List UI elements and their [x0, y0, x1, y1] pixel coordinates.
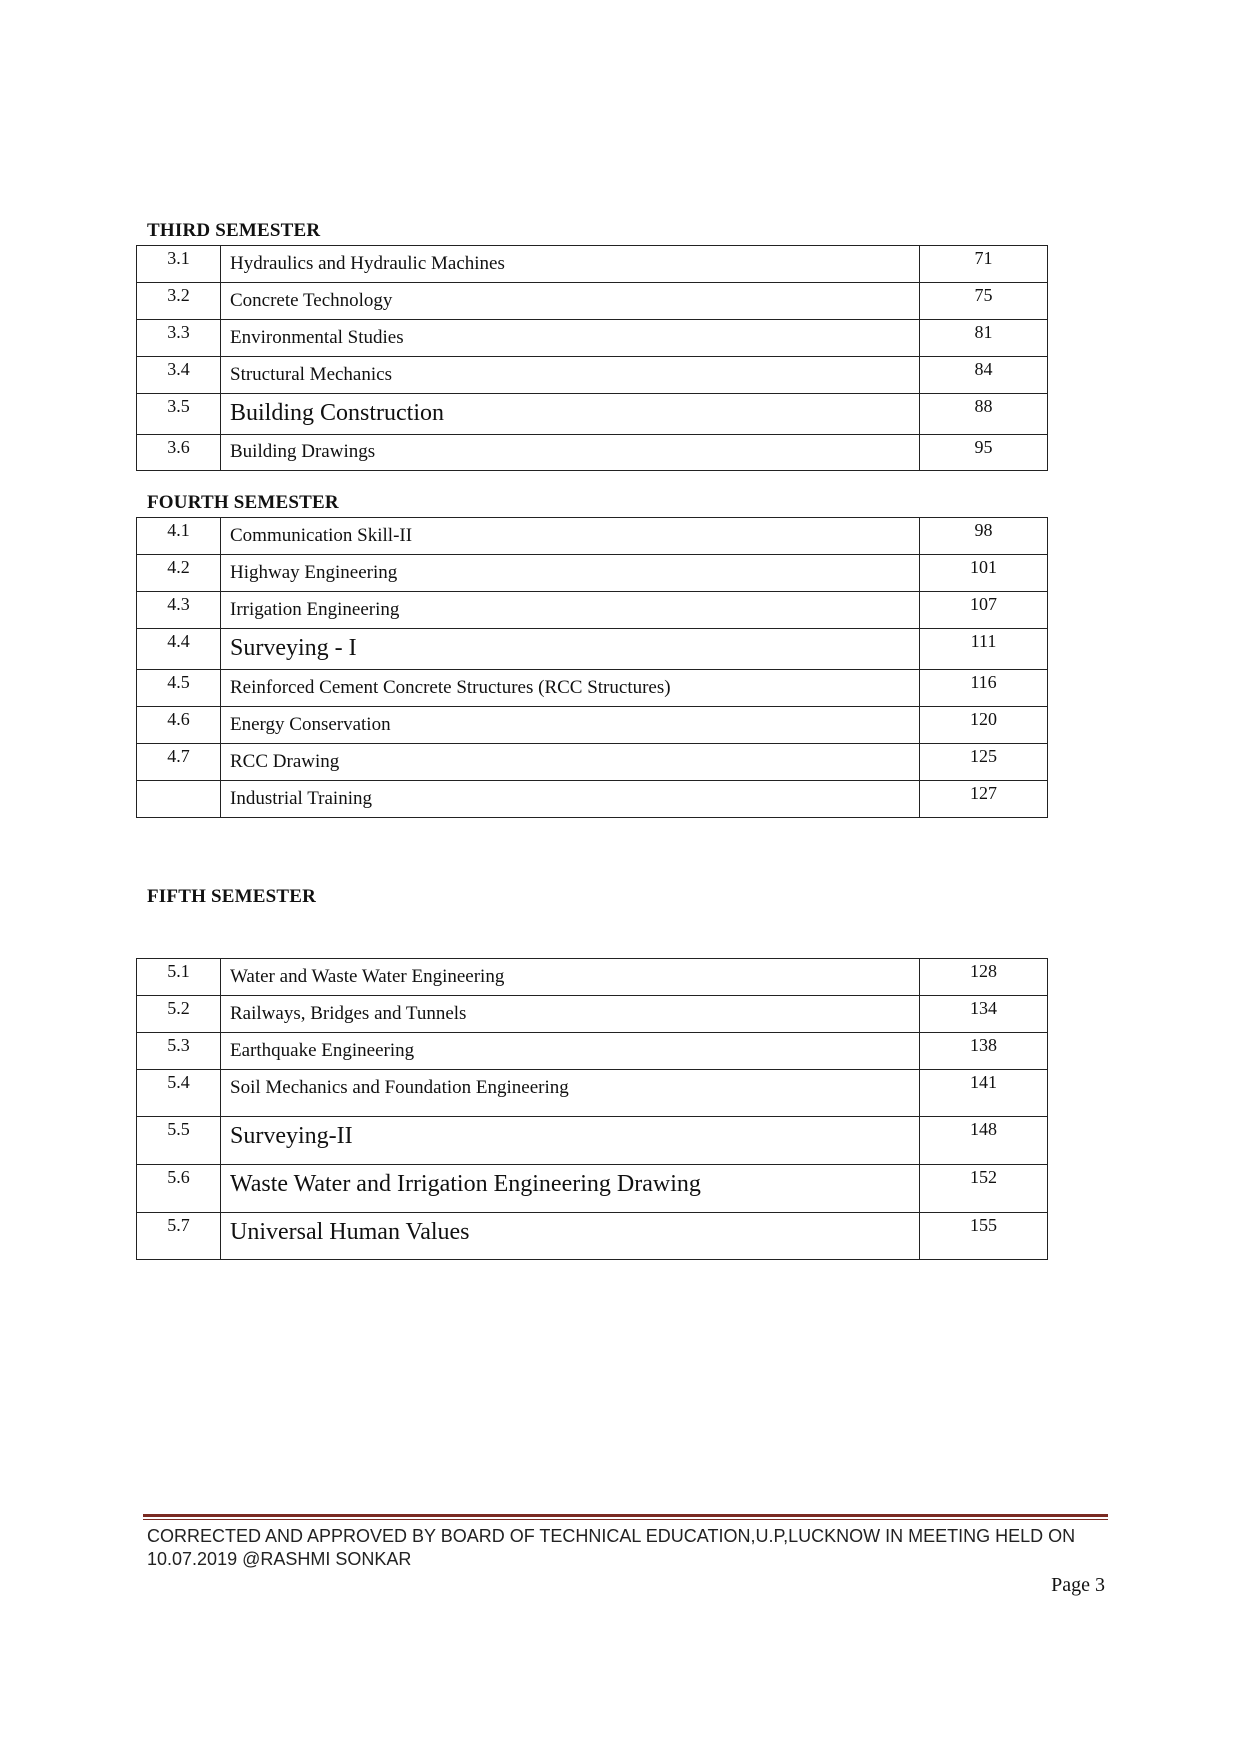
- row-title: Environmental Studies: [221, 320, 920, 357]
- table-row: [137, 707, 1048, 744]
- row-title: Structural Mechanics: [221, 357, 920, 394]
- table-row: [137, 1117, 1048, 1165]
- row-title: Waste Water and Irrigation Engineering Drawing: [221, 1165, 920, 1213]
- table-row: [137, 518, 1048, 555]
- toc-table-fourth: [136, 517, 1048, 818]
- row-number: 4.6: [137, 707, 221, 744]
- row-page: 101: [920, 555, 1048, 592]
- toc-table-third: [136, 245, 1048, 471]
- row-page: 138: [920, 1033, 1048, 1070]
- row-number: 5.1: [137, 959, 221, 996]
- row-page: 120: [920, 707, 1048, 744]
- table-row: [137, 744, 1048, 781]
- row-page: 88: [920, 394, 1048, 435]
- row-title: Highway Engineering: [221, 555, 920, 592]
- table-row: [137, 320, 1048, 357]
- row-page: 155: [920, 1213, 1048, 1260]
- row-page: 125: [920, 744, 1048, 781]
- section-heading-third: THIRD SEMESTER: [147, 220, 321, 241]
- footer-divider-thin: [143, 1519, 1108, 1520]
- row-page: 75: [920, 283, 1048, 320]
- row-number: 5.2: [137, 996, 221, 1033]
- row-number: 5.7: [137, 1213, 221, 1260]
- footer-divider: [143, 1514, 1108, 1517]
- table-row: [137, 1033, 1048, 1070]
- row-page: 107: [920, 592, 1048, 629]
- row-page: 98: [920, 518, 1048, 555]
- row-title: Irrigation Engineering: [221, 592, 920, 629]
- table-row: [137, 1070, 1048, 1117]
- table-row: [137, 592, 1048, 629]
- row-page: 127: [920, 781, 1048, 818]
- row-page: 152: [920, 1165, 1048, 1213]
- page-number: Page 3: [1051, 1574, 1105, 1596]
- row-page: 71: [920, 246, 1048, 283]
- row-page: 111: [920, 629, 1048, 670]
- row-title: Earthquake Engineering: [221, 1033, 920, 1070]
- table-row: [137, 435, 1048, 471]
- table-row: [137, 1213, 1048, 1260]
- footer-line-1: CORRECTED AND APPROVED BY BOARD OF TECHNICAL EDUCATION,U.P,LUCKNOW IN MEETING HELD ON: [147, 1526, 1076, 1546]
- toc-table-fifth: [136, 958, 1048, 1260]
- row-number: 3.2: [137, 283, 221, 320]
- row-title: Water and Waste Water Engineering: [221, 959, 920, 996]
- table-row: [137, 394, 1048, 435]
- row-page: 128: [920, 959, 1048, 996]
- table-row: [137, 1165, 1048, 1213]
- row-page: 84: [920, 357, 1048, 394]
- row-title: RCC Drawing: [221, 744, 920, 781]
- row-page: 134: [920, 996, 1048, 1033]
- table-row: [137, 629, 1048, 670]
- table-row: [137, 357, 1048, 394]
- section-heading-fifth: FIFTH SEMESTER: [147, 886, 317, 907]
- row-number: [137, 781, 221, 818]
- row-number: 3.6: [137, 435, 221, 471]
- row-number: 5.5: [137, 1117, 221, 1165]
- row-title: Hydraulics and Hydraulic Machines: [221, 246, 920, 283]
- footer-line-2: 10.07.2019 @RASHMI SONKAR: [147, 1549, 412, 1569]
- row-title: Universal Human Values: [221, 1213, 920, 1260]
- row-title: Reinforced Cement Concrete Structures (RCC Structures): [221, 670, 920, 707]
- table-row: [137, 555, 1048, 592]
- row-title: Surveying - I: [221, 629, 920, 670]
- table-row: [137, 246, 1048, 283]
- row-page: 116: [920, 670, 1048, 707]
- row-number: 3.5: [137, 394, 221, 435]
- table-row: [137, 996, 1048, 1033]
- row-number: 4.3: [137, 592, 221, 629]
- row-title: Industrial Training: [221, 781, 920, 818]
- table-row: [137, 959, 1048, 996]
- row-page: 141: [920, 1070, 1048, 1117]
- row-number: 5.3: [137, 1033, 221, 1070]
- row-number: 4.4: [137, 629, 221, 670]
- row-number: 3.4: [137, 357, 221, 394]
- table-row: [137, 781, 1048, 818]
- row-page: 81: [920, 320, 1048, 357]
- row-number: 3.1: [137, 246, 221, 283]
- row-title: Building Construction: [221, 394, 920, 435]
- row-title: Soil Mechanics and Foundation Engineering: [221, 1070, 920, 1117]
- row-page: 148: [920, 1117, 1048, 1165]
- footer-note: [147, 1525, 1107, 1571]
- row-number: 5.6: [137, 1165, 221, 1213]
- table-row: [137, 670, 1048, 707]
- row-title: Surveying-II: [221, 1117, 920, 1165]
- row-number: 4.1: [137, 518, 221, 555]
- row-title: Railways, Bridges and Tunnels: [221, 996, 920, 1033]
- row-page: 95: [920, 435, 1048, 471]
- row-number: 4.5: [137, 670, 221, 707]
- table-row: [137, 283, 1048, 320]
- row-title: Concrete Technology: [221, 283, 920, 320]
- row-number: 4.7: [137, 744, 221, 781]
- row-title: Communication Skill-II: [221, 518, 920, 555]
- row-number: 5.4: [137, 1070, 221, 1117]
- row-title: Energy Conservation: [221, 707, 920, 744]
- row-title: Building Drawings: [221, 435, 920, 471]
- section-heading-fourth: FOURTH SEMESTER: [147, 492, 339, 513]
- row-number: 4.2: [137, 555, 221, 592]
- row-number: 3.3: [137, 320, 221, 357]
